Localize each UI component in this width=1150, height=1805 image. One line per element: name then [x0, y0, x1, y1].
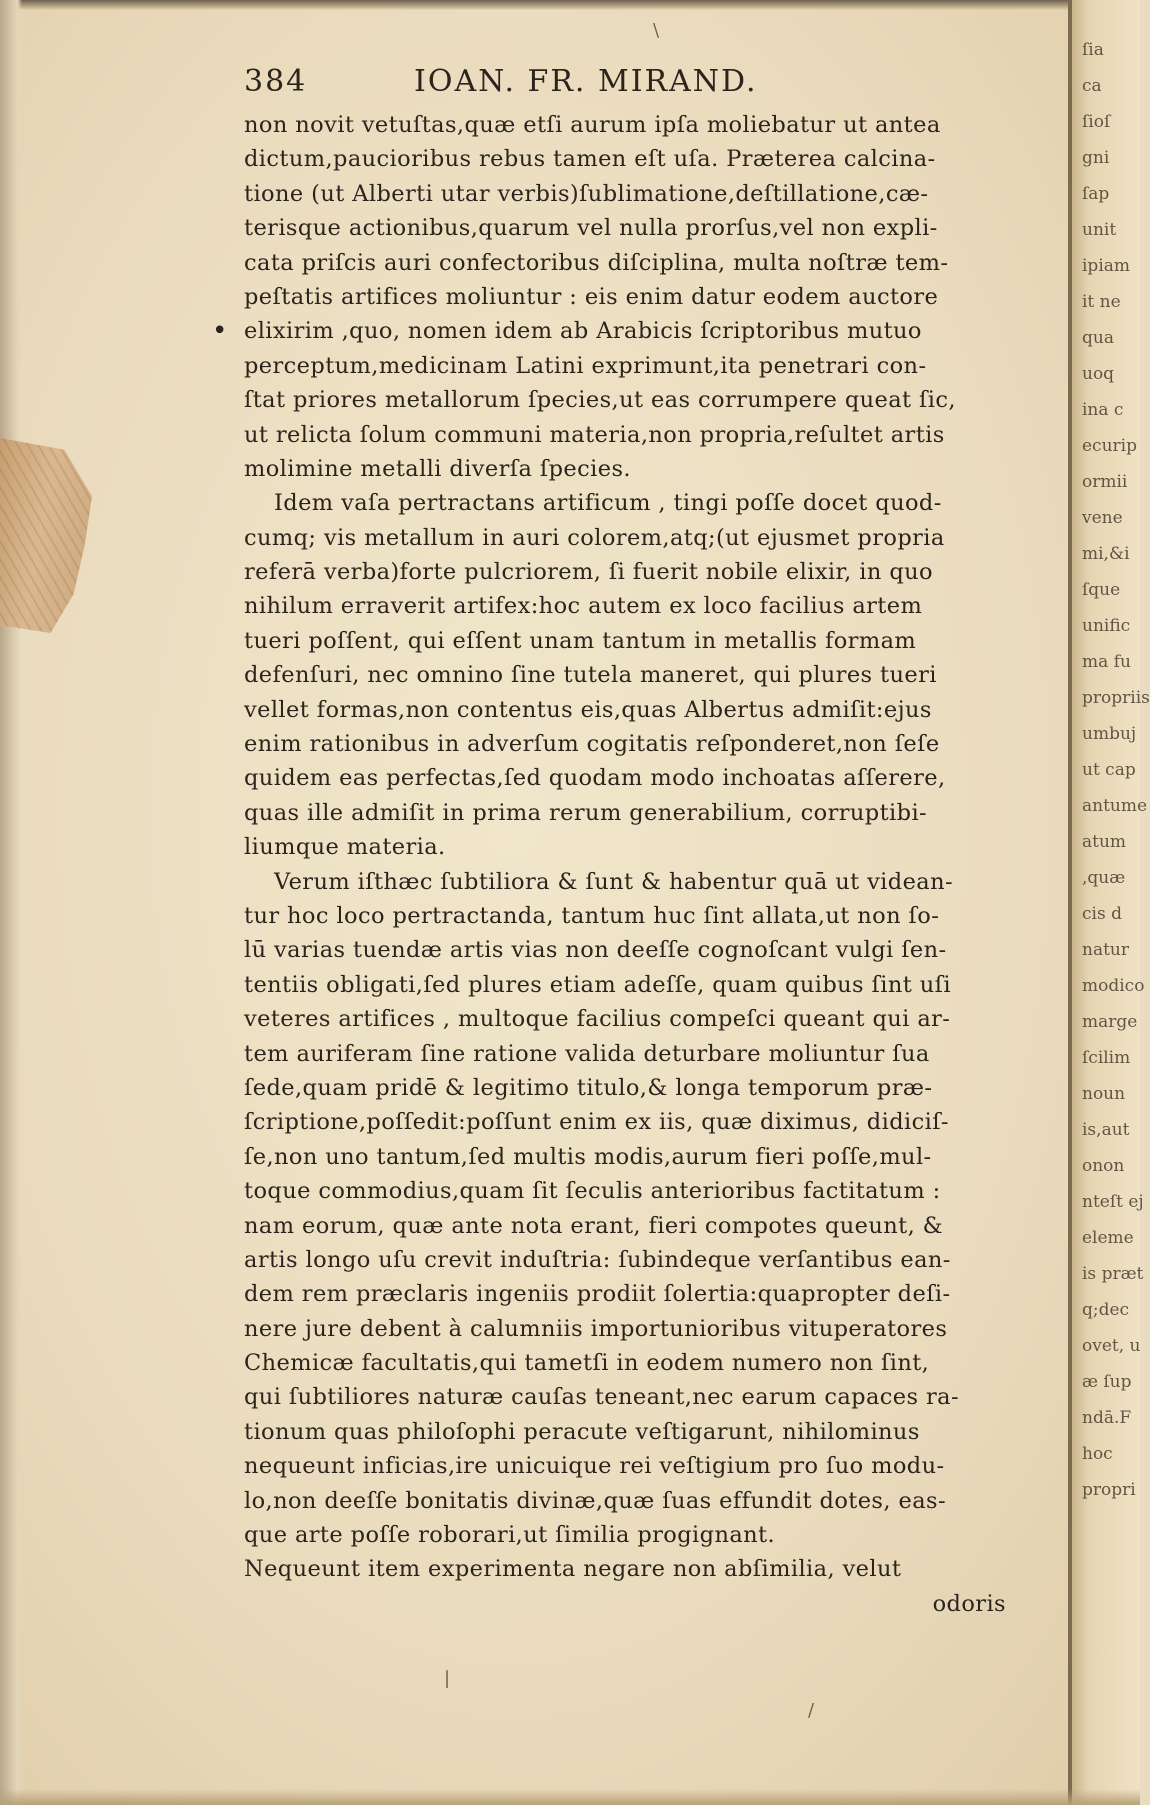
- facing-page-fragment: is,aut: [1082, 1120, 1130, 1140]
- text-line: terisque actionibus,quarum vel nulla prorſus,vel non expli-: [244, 215, 938, 242]
- facing-page-fragment: modico: [1082, 976, 1145, 996]
- text-line: elixirim ,quo, nomen idem ab Arabicis ſcriptoribus mutuo: [244, 318, 922, 345]
- text-line: tur hoc loco pertractanda, tantum huc ſint allata,ut non ſo-: [244, 902, 940, 929]
- text-line: quidem eas perfectas,ſed quodam modo inchoatas aſſerere,: [244, 765, 946, 792]
- facing-page-fragment: ca: [1082, 76, 1102, 96]
- page-bottom-edge: [0, 1789, 1140, 1805]
- facing-page-fragment: nteſt ej: [1082, 1192, 1144, 1212]
- facing-page-fragment: ipiam: [1082, 256, 1131, 276]
- facing-page-fragment: ma fu: [1082, 652, 1131, 672]
- facing-page-fragment: q;dec: [1082, 1300, 1130, 1320]
- facing-page-fragment: ovet, u: [1082, 1336, 1141, 1356]
- text-line: defenſuri, nec omnino ſine tutela maneret, qui plures tueri: [244, 662, 937, 689]
- facing-page-fragment: ſia: [1082, 40, 1104, 60]
- facing-page-fragment: cis d: [1082, 904, 1122, 924]
- facing-page-fragment: qua: [1082, 328, 1114, 348]
- facing-page-fragment: ndā.F: [1082, 1408, 1132, 1428]
- facing-page-fragment: antume: [1082, 796, 1148, 816]
- text-line: vellet formas,non contentus eis,quas Albertus admiſit:ejus: [244, 696, 932, 723]
- facing-page-fragment: unit: [1082, 220, 1117, 240]
- catchword: odoris: [932, 1590, 1006, 1617]
- text-line: qui ſubtiliores naturæ cauſas teneant,nec earum capaces ra-: [244, 1384, 959, 1411]
- facing-page-fragment: noun: [1082, 1084, 1126, 1104]
- text-line: ſe,non uno tantum,ſed multis modis,aurum fieri poſſe,mul-: [244, 1143, 932, 1170]
- text-line: nam eorum, quæ ante nota erant, fieri compotes queunt, &: [244, 1212, 944, 1239]
- facing-page-fragment: ſioſ: [1082, 112, 1111, 132]
- facing-page-fragment: vene: [1082, 508, 1123, 528]
- paragraph-start-line: Nequeunt item experimenta negare non abſimilia, velut: [244, 1556, 902, 1583]
- running-title: IOAN. FR. MIRAND.: [414, 64, 758, 99]
- text-line: lū varias tuendæ artis vias non deeſſe cognoſcant vulgi ſen-: [244, 937, 947, 964]
- text-line: tueri poſſent, qui eſſent unam tantum in metallis formam: [244, 627, 917, 654]
- text-line: tionum quas philoſophi peracute veſtigarunt, nihilominus: [244, 1418, 920, 1445]
- text-line: ſede,quam pridē & legitimo titulo,& longa temporum præ-: [244, 1074, 933, 1101]
- facing-page-fragment: umbuj: [1082, 724, 1137, 744]
- stray-ink-mark: /: [808, 1700, 815, 1721]
- facing-page-fragment: ſcilim: [1082, 1048, 1131, 1068]
- paragraph-start-line: Verum iſthæc ſubtiliora & ſunt & habentur quā ut videan-: [274, 868, 954, 895]
- facing-page-fragment: ut cap: [1082, 760, 1136, 780]
- text-line: veteres artifices , multoque facilius compeſci queant qui ar-: [244, 1006, 951, 1033]
- facing-page-fragment: hoc: [1082, 1444, 1113, 1464]
- text-line: que arte poſſe roborari,ut ſimilia progignant.: [244, 1522, 776, 1549]
- text-line: non novit vetuſtas,quæ etſi aurum ipſa moliebatur ut antea: [244, 112, 941, 138]
- text-line: tentiis obligati,ſed plures etiam adeſſe, quam quibus ſint uſi: [244, 971, 951, 998]
- torn-paper-tab: [0, 438, 92, 633]
- body-text: [244, 108, 1044, 1621]
- facing-page-fragment: uoq: [1082, 364, 1115, 384]
- text-line: molimine metalli diverſa ſpecies.: [244, 455, 631, 482]
- text-line: ut relicta ſolum communi materia,non propria,reſultet artis: [244, 421, 945, 448]
- facing-page-fragment: ina c: [1082, 400, 1124, 420]
- text-line: dictum,paucioribus rebus tamen eſt uſa. Præterea calcina-: [244, 146, 936, 173]
- facing-page-fragment: it ne: [1082, 292, 1121, 312]
- text-line: peſtatis artifices moliuntur : eis enim datur eodem auctore: [244, 283, 939, 310]
- stray-ink-mark: \: [653, 20, 660, 41]
- facing-page-fragment: propri: [1082, 1480, 1136, 1500]
- text-line: cumq; vis metallum in auri colorem,atq;(ut ejusmet propria: [244, 524, 945, 551]
- text-line: referā verba)forte pulcriorem, ſi fuerit nobile elixir, in quo: [244, 559, 933, 586]
- facing-page-fragment: atum: [1082, 832, 1127, 852]
- text-line: nere jure debent à calumniis importunioribus vituperatores: [244, 1315, 948, 1342]
- facing-page-fragment: mi,&i: [1082, 544, 1130, 564]
- text-line: enim rationibus in adverſum cogitatis reſponderet,non ſeſe: [244, 731, 940, 758]
- facing-page-fragment: natur: [1082, 940, 1129, 960]
- facing-page-fragment: gni: [1082, 148, 1110, 168]
- text-line: dem rem præclaris ingeniis prodiit ſolertia:quapropter deſi-: [244, 1281, 951, 1308]
- facing-page-fragment: ormii: [1082, 472, 1128, 492]
- running-header: [244, 64, 1044, 99]
- facing-page-fragment: marge: [1082, 1012, 1138, 1032]
- text-line: perceptum,medicinam Latini exprimunt,ita penetrari con-: [244, 352, 927, 379]
- paragraph-start-line: Idem vaſa pertractans artificum , tingi poſſe docet quod-: [274, 490, 942, 517]
- binding-shadow: [0, 0, 22, 1805]
- facing-page-fragment: eleme: [1082, 1228, 1134, 1248]
- facing-page-fragment: propriis: [1082, 688, 1150, 708]
- facing-page-fragment: is præt: [1082, 1264, 1144, 1284]
- facing-page-fragment: ſap: [1082, 184, 1110, 204]
- text-line: cata priſcis auri confectoribus diſciplina, multa noſtræ tem-: [244, 249, 949, 276]
- text-line: liumque materia.: [244, 834, 446, 861]
- facing-page-edge: [1068, 0, 1150, 1805]
- facing-page-fragment: unific: [1082, 616, 1131, 636]
- text-line: nihilum erraverit artifex:hoc autem ex loco facilius artem: [244, 593, 923, 620]
- margin-bullet-mark: •: [212, 316, 228, 346]
- page-number: 384: [244, 64, 308, 99]
- text-line: ſtat priores metallorum ſpecies,ut eas corrumpere queat ſic,: [244, 387, 956, 414]
- text-line: Chemicæ facultatis,qui tametſi in eodem numero non ſint,: [244, 1350, 930, 1377]
- facing-page-fragment: ſque: [1082, 580, 1121, 600]
- text-line: quas ille admiſit in prima rerum generabilium, corruptibi-: [244, 799, 928, 826]
- facing-page-fragment: ecurip: [1082, 436, 1137, 456]
- facing-page-fragment: ,quæ: [1082, 868, 1126, 888]
- text-line: nequeunt inficias,ire unicuique rei veſtigium pro ſuo modu-: [244, 1453, 945, 1480]
- text-line: ſcriptione,poſſedit:poſſunt enim ex iis, quæ diximus, didiciſ-: [244, 1109, 949, 1136]
- text-line: artis longo uſu crevit induſtria: ſubindeque verſantibus ean-: [244, 1246, 951, 1273]
- stray-ink-mark: |: [444, 1668, 451, 1689]
- page-top-edge: [0, 0, 1140, 10]
- text-line: toque commodius,quam ſit ſeculis anterioribus factitatum :: [244, 1178, 941, 1205]
- facing-page-fragment: onon: [1082, 1156, 1125, 1176]
- text-line: tione (ut Alberti utar verbis)ſublimatione,deſtillatione,cæ-: [244, 180, 929, 207]
- text-line: lo,non deeſſe bonitatis divinæ,quæ ſuas effundit dotes, eas-: [244, 1487, 946, 1514]
- facing-page-fragment: æ ſup: [1082, 1372, 1132, 1392]
- text-line: tem auriferam ſine ratione valida deturbare moliuntur ſua: [244, 1040, 930, 1067]
